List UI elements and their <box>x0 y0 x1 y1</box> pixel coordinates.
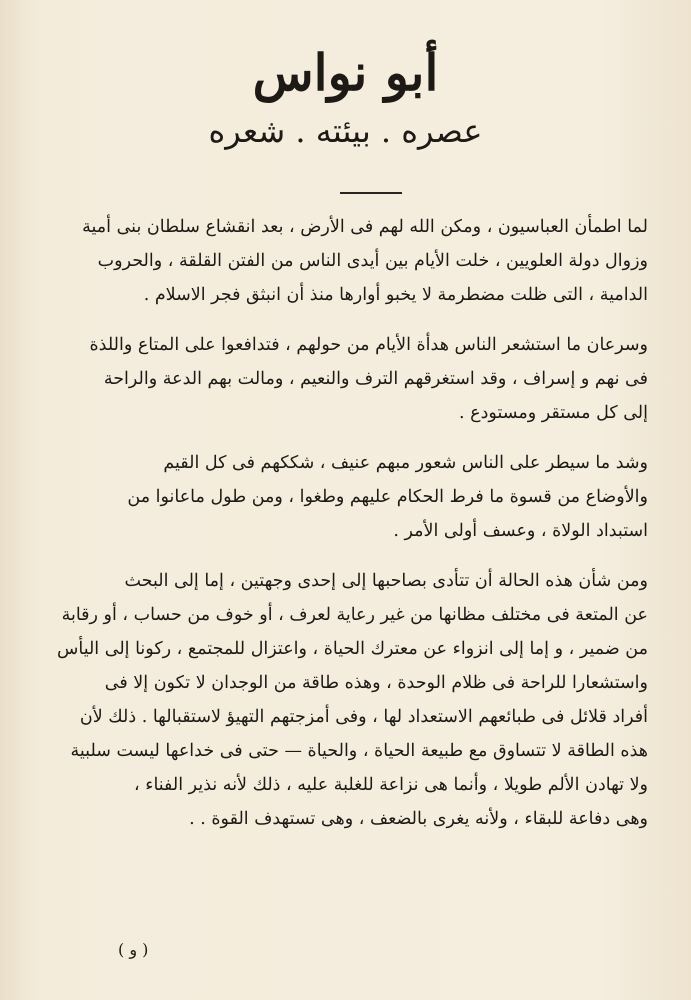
text-line: من ضمير ، و إما إلى انزواء عن معترك الحياة ، واعتزال للمجتمع ، ركونا إلى اليأس <box>57 639 648 659</box>
text-line: والأوضاع من قسوة ما فرط الحكام عليهم وطغوا ، ومن طول ماعانوا من <box>127 487 648 507</box>
paragraph <box>58 446 648 548</box>
body-text <box>58 210 648 852</box>
paragraph <box>58 328 648 430</box>
text-line: الدامية ، التى ظلت مضطرمة لا يخبو أوارها منذ أن انبثق فجر الاسلام . <box>143 285 648 305</box>
text-line: استبداد الولاة ، وعسف أولى الأمر . <box>393 521 648 541</box>
page-number: ( و ) <box>118 940 149 959</box>
text-line: وسرعان ما استشعر الناس هدأة الأيام من حولهم ، فتدافعوا على المتاع واللذة <box>89 335 648 355</box>
text-line: واستشعارا للراحة فى ظلام الوحدة ، وهذه طاقة من الوجدان لا تكون إلا فى <box>104 673 648 693</box>
text-line: وزوال دولة العلويين ، خلت الأيام بين أيدى الناس من الفتن القلقة ، والحروب <box>97 251 648 271</box>
paragraph <box>58 564 648 836</box>
text-line: عن المتعة فى مختلف مظانها من غير رعاية لعرف ، أو خوف من حساب ، أو رقابة <box>61 605 648 625</box>
title-divider <box>340 192 402 194</box>
page-subtitle: عصره . بيئته . شعره <box>208 112 483 150</box>
paragraph <box>58 210 648 312</box>
page-title: أبو نواس <box>252 43 439 102</box>
text-line: وهى دفاعة للبقاء ، ولأنه يغرى بالضعف ، وهى تستهدف القوة . . <box>189 809 648 829</box>
text-line: إلى كل مستقر ومستودع . <box>459 403 648 423</box>
text-line: وشد ما سيطر على الناس شعور مبهم عنيف ، شككهم فى كل القيم <box>163 453 648 473</box>
text-line: فى نهم و إسراف ، وقد استغرقهم الترف والنعيم ، ومالت بهم الدعة والراحة <box>103 369 648 389</box>
text-line: لما اطمأن العباسيون ، ومكن الله لهم فى الأرض ، بعد انقشاع سلطان بنى أمية <box>82 217 648 237</box>
text-line: أفراد قلائل فى طبائعهم الاستعداد لها ، وفى أمزجتهم التهيؤ لاستقبالها . ذلك لأن <box>79 707 648 727</box>
text-line: ولا تهادن الألم طويلا ، وأنما هى نزاعة للغلبة عليه ، ذلك لأنه نذير الفناء ، <box>134 775 648 795</box>
text-line: هذه الطاقة لا تتساوق مع طبيعة الحياة ، والحياة — حتى فى خداعها ليست سلبية <box>70 741 648 761</box>
text-line: ومن شأن هذه الحالة أن تتأدى بصاحبها إلى إحدى وجهتين ، إما إلى البحث <box>124 571 648 591</box>
